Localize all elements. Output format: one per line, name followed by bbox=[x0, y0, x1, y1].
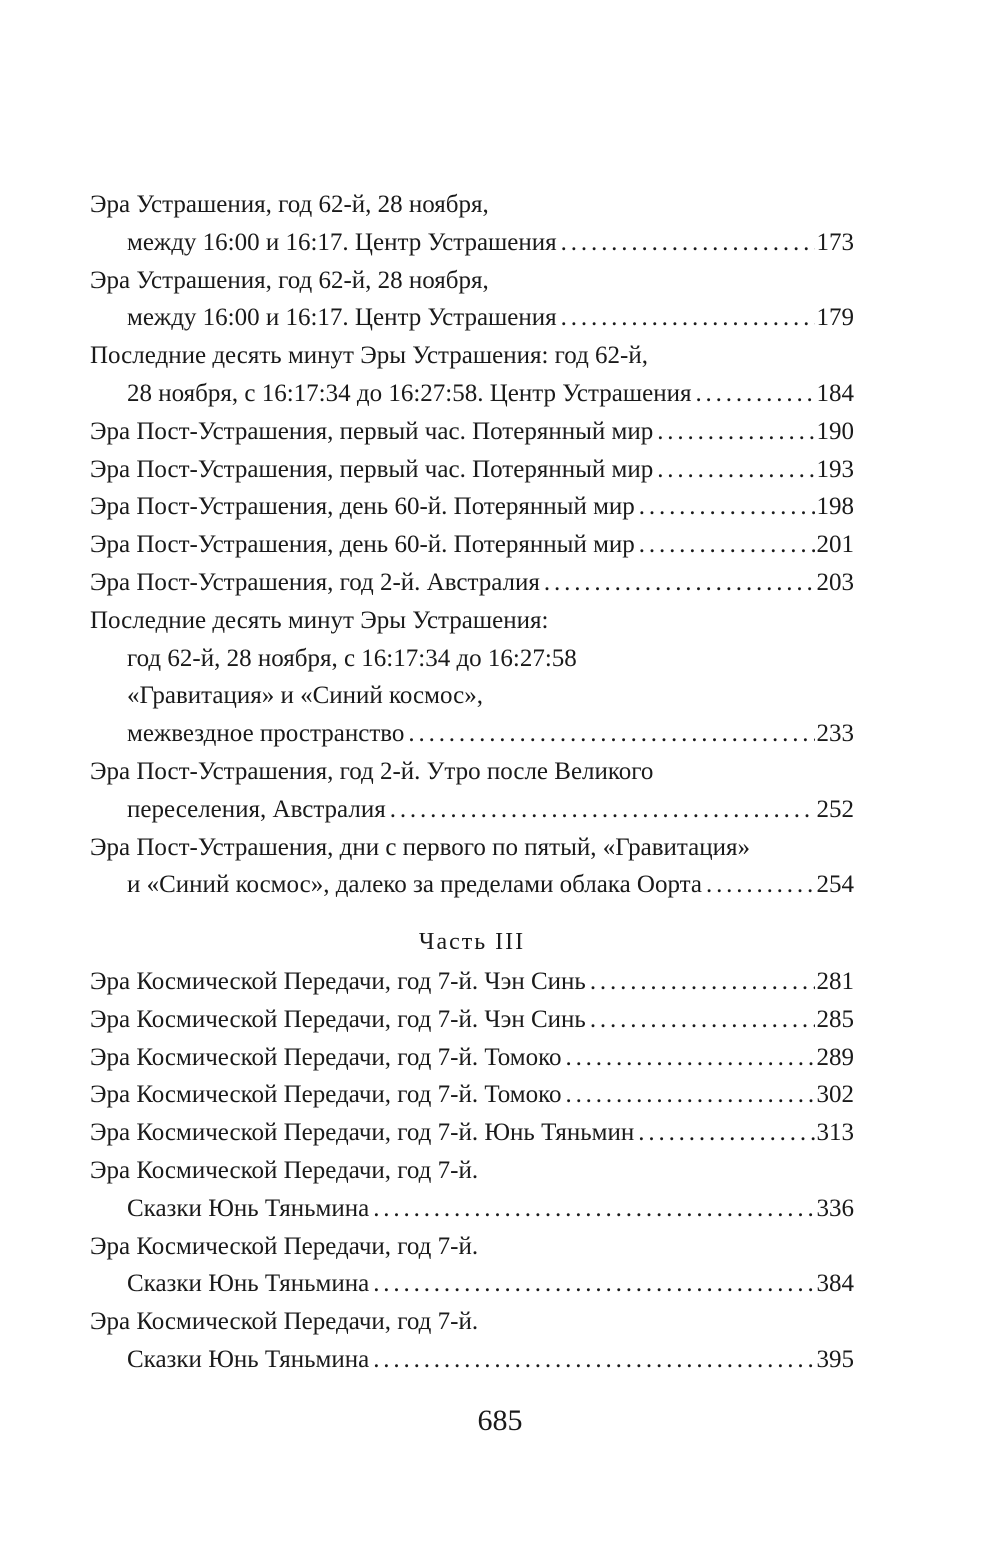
toc-page-number: 179 bbox=[816, 304, 854, 332]
toc-page-number: 254 bbox=[816, 871, 854, 899]
toc-page-number: 203 bbox=[816, 568, 854, 596]
dot-leader bbox=[373, 1190, 814, 1228]
toc-page-number: 190 bbox=[816, 417, 854, 445]
dot-leader bbox=[565, 1039, 814, 1077]
toc-entry-line bbox=[90, 413, 854, 451]
toc-page-number: 193 bbox=[816, 455, 854, 483]
toc-entry-line bbox=[90, 186, 854, 224]
toc-entry-line bbox=[90, 526, 854, 564]
dot-leader bbox=[657, 413, 814, 451]
toc-page-number: 173 bbox=[816, 228, 854, 256]
dot-leader bbox=[561, 224, 815, 262]
dot-leader bbox=[638, 1114, 814, 1152]
toc-entry-line bbox=[90, 488, 854, 526]
toc-entry-line bbox=[90, 262, 854, 300]
toc-entry-line bbox=[90, 1341, 854, 1379]
toc-entry bbox=[90, 337, 854, 413]
dot-leader bbox=[590, 963, 815, 1001]
toc-page-number: 252 bbox=[816, 795, 854, 823]
toc-page-number: 184 bbox=[816, 379, 854, 407]
toc-entry-line bbox=[90, 1076, 854, 1114]
toc-entry bbox=[90, 1039, 854, 1077]
toc-entry bbox=[90, 488, 854, 526]
toc-entry-line bbox=[90, 791, 854, 829]
toc-entry bbox=[90, 602, 854, 753]
toc-entry-title: Сказки Юнь Тяньмина bbox=[127, 1270, 370, 1298]
toc-entry bbox=[90, 1001, 854, 1039]
toc-entry-line bbox=[90, 640, 854, 678]
toc-entry-title: между 16:00 и 16:17. Центр Устрашения bbox=[127, 304, 557, 332]
toc-entry-line bbox=[90, 677, 854, 715]
dot-leader bbox=[590, 1001, 815, 1039]
toc-entry-line bbox=[90, 375, 854, 413]
dot-leader bbox=[390, 791, 815, 829]
toc-page-number: 198 bbox=[816, 493, 854, 521]
toc-part-3 bbox=[90, 963, 854, 1379]
toc-entry-title: Эра Космической Передачи, год 7-й. bbox=[90, 1156, 479, 1184]
toc-entry-title: Эра Пост-Устрашения, дни с первого по пятый, «Гравитация» bbox=[90, 833, 751, 861]
toc-entry-line bbox=[90, 602, 854, 640]
toc-entry-title: Сказки Юнь Тяньмина bbox=[127, 1194, 370, 1222]
toc-entry bbox=[90, 1114, 854, 1152]
dot-leader bbox=[695, 375, 814, 413]
toc-entry-line bbox=[90, 224, 854, 262]
table-of-contents bbox=[90, 186, 854, 1379]
toc-entry-title: Эра Космической Передачи, год 7-й. bbox=[90, 1232, 479, 1260]
toc-entry-line bbox=[90, 753, 854, 791]
dot-leader bbox=[657, 451, 814, 489]
toc-entry-title: Эра Пост-Устрашения, первый час. Потерянный мир bbox=[90, 417, 654, 445]
toc-entry-title: межвездное пространство bbox=[127, 720, 405, 748]
toc-entry-line bbox=[90, 1303, 854, 1341]
toc-entry-title: Последние десять минут Эры Устрашения: bbox=[90, 606, 549, 634]
toc-entry bbox=[90, 451, 854, 489]
toc-entry bbox=[90, 262, 854, 338]
toc-entry bbox=[90, 829, 854, 905]
toc-entry-line bbox=[90, 451, 854, 489]
dot-leader bbox=[544, 564, 815, 602]
toc-entry-title: 28 ноября, с 16:17:34 до 16:27:58. Центр Устрашения bbox=[127, 379, 692, 407]
toc-entry-title: переселения, Австралия bbox=[127, 795, 386, 823]
toc-page-number: 384 bbox=[816, 1270, 854, 1298]
toc-entry-line bbox=[90, 829, 854, 867]
toc-entry-title: Эра Пост-Устрашения, день 60-й. Потерянный мир bbox=[90, 531, 635, 559]
toc-entry-title: Эра Космической Передачи, год 7-й. Чэн Синь bbox=[90, 967, 586, 995]
toc-entry bbox=[90, 1303, 854, 1379]
toc-entry-title: Эра Устрашения, год 62-й, 28 ноября, bbox=[90, 191, 489, 218]
toc-entry-title: год 62-й, 28 ноября, с 16:17:34 до 16:27:58 bbox=[127, 644, 577, 672]
toc-page-number: 395 bbox=[816, 1345, 854, 1373]
page-number: 685 bbox=[477, 1404, 523, 1437]
toc-entry-title: Эра Космической Передачи, год 7-й. Чэн Синь bbox=[90, 1005, 586, 1033]
toc-entry bbox=[90, 1152, 854, 1228]
toc-entry-title: Эра Пост-Устрашения, первый час. Потерянный мир bbox=[90, 455, 654, 483]
toc-entry bbox=[90, 526, 854, 564]
toc-entry-line bbox=[90, 1152, 854, 1190]
toc-entry-line bbox=[90, 1190, 854, 1228]
toc-entry-line bbox=[90, 963, 854, 1001]
toc-entry-line bbox=[90, 337, 854, 375]
toc-entry-title: «Гравитация» и «Синий космос», bbox=[127, 682, 483, 710]
dot-leader bbox=[639, 488, 815, 526]
dot-leader bbox=[408, 715, 814, 753]
toc-entry-line bbox=[90, 1228, 854, 1266]
toc-page-number: 289 bbox=[816, 1043, 854, 1071]
toc-entry bbox=[90, 564, 854, 602]
toc-entry-title: Эра Космической Передачи, год 7-й. Томоко bbox=[90, 1081, 562, 1109]
toc-entry bbox=[90, 963, 854, 1001]
dot-leader bbox=[561, 299, 815, 337]
toc-part-2 bbox=[90, 186, 854, 904]
dot-leader bbox=[373, 1265, 814, 1303]
toc-entry-line bbox=[90, 1265, 854, 1303]
toc-page-number: 281 bbox=[816, 967, 854, 995]
toc-entry-title: Последние десять минут Эры Устрашения: год 62-й, bbox=[90, 342, 649, 370]
toc-entry-line bbox=[90, 1001, 854, 1039]
dot-leader bbox=[706, 866, 815, 904]
toc-entry-title: между 16:00 и 16:17. Центр Устрашения bbox=[127, 228, 557, 256]
toc-entry-line bbox=[90, 1039, 854, 1077]
toc-page-number: 233 bbox=[816, 720, 854, 748]
toc-page-number: 336 bbox=[816, 1194, 854, 1222]
dot-leader bbox=[565, 1076, 814, 1114]
toc-entry-title: Эра Пост-Устрашения, день 60-й. Потерянный мир bbox=[90, 493, 635, 521]
toc-entry bbox=[90, 186, 854, 262]
toc-entry-title: Эра Пост-Устрашения, год 2-й. Австралия bbox=[90, 568, 540, 596]
toc-entry bbox=[90, 1076, 854, 1114]
section-title-part-3: Часть III bbox=[418, 929, 526, 956]
toc-entry-title: и «Синий космос», далеко за пределами облака Оорта bbox=[127, 871, 702, 899]
toc-entry-line bbox=[90, 1114, 854, 1152]
toc-entry bbox=[90, 1228, 854, 1304]
toc-entry-title: Эра Устрашения, год 62-й, 28 ноября, bbox=[90, 266, 489, 294]
toc-entry bbox=[90, 753, 854, 829]
toc-entry bbox=[90, 413, 854, 451]
toc-entry-title: Эра Пост-Устрашения, год 2-й. Утро после Великого bbox=[90, 757, 654, 785]
toc-page-number: 285 bbox=[816, 1005, 854, 1033]
toc-page-number: 313 bbox=[816, 1119, 854, 1147]
toc-entry-line bbox=[90, 715, 854, 753]
toc-entry-line bbox=[90, 299, 854, 337]
dot-leader bbox=[639, 526, 815, 564]
toc-entry-title: Сказки Юнь Тяньмина bbox=[127, 1345, 370, 1373]
dot-leader bbox=[373, 1341, 814, 1379]
toc-entry-line bbox=[90, 564, 854, 602]
toc-entry-title: Эра Космической Передачи, год 7-й. bbox=[90, 1308, 479, 1336]
toc-page-number: 201 bbox=[816, 531, 854, 559]
toc-entry-title: Эра Космической Передачи, год 7-й. Юнь Тяньмин bbox=[90, 1119, 635, 1147]
toc-page-number: 302 bbox=[816, 1081, 854, 1109]
toc-entry-line bbox=[90, 866, 854, 904]
toc-entry-title: Эра Космической Передачи, год 7-й. Томоко bbox=[90, 1043, 562, 1071]
